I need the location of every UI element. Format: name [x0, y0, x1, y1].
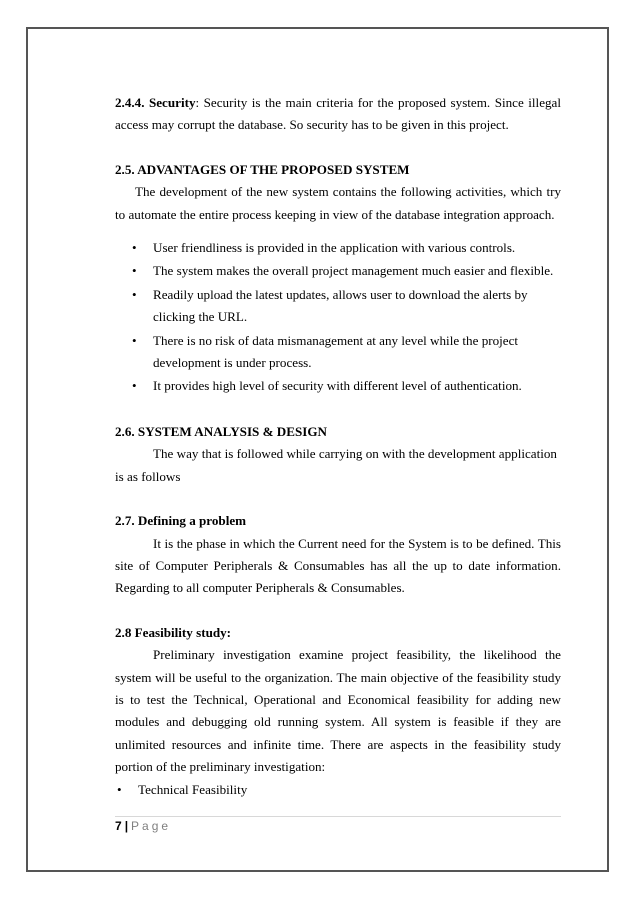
page-number: 7 — [115, 819, 122, 833]
footer-separator: | — [124, 819, 129, 833]
page-footer — [115, 819, 171, 833]
list-item: • The system makes the overall project management much easier and flexible. — [115, 260, 561, 282]
footer-divider — [115, 816, 561, 817]
security-paragraph — [115, 92, 561, 137]
bullet-icon: • — [132, 263, 137, 279]
list-item: • There is no risk of data mismanagement at any level while the project development is under process. — [115, 330, 561, 375]
bullet-icon: • — [132, 332, 137, 348]
problem-text: It is the phase in which the Current need for the System is to be defined. This site of Computer Peripherals & Consumables has all the up to date information. Regarding to all computer Peripherals & Consumables. — [115, 535, 561, 596]
page-word: Page — [131, 819, 172, 833]
problem-heading: 2.7. Defining a problem — [115, 513, 247, 529]
analysis-heading: 2.6. SYSTEM ANALYSIS & DESIGN — [115, 423, 327, 439]
feasibility-text: Preliminary investigation examine project feasibility, the likelihood the system will be useful to the organization. The main objective of the feasibility study is to test the Technical, Operational and Economical feasibility for adding new modules and debugging old running system. All system is feasible if they are unlimited resources and infinite time. There are aspects in the feasibility study portion of the preliminary investigation: — [115, 647, 561, 775]
document-body — [115, 92, 561, 801]
list-item: • User friendliness is provided in the application with various controls. — [115, 237, 561, 259]
bullet-icon: • — [117, 781, 122, 797]
advantages-intro: The development of the new system contains the following activities, which try to automate the entire process keeping in view of the database integration approach. — [115, 184, 561, 222]
security-text: : Security is the main criteria for the proposed system. Since illegal access may corrupt the database. So security has to be given in this project. — [115, 95, 562, 133]
list-item: • Readily upload the latest updates, allows user to download the alerts by clicking the URL. — [115, 284, 561, 329]
analysis-text: The way that is followed while carrying on with the development application is as follows — [115, 446, 557, 484]
bullet-icon: • — [132, 378, 137, 394]
list-item: • Technical Feasibility — [115, 779, 561, 801]
feasibility-list — [115, 779, 561, 801]
advantages-heading: 2.5. ADVANTAGES OF THE PROPOSED SYSTEM — [115, 161, 410, 177]
bullet-icon: • — [132, 240, 137, 256]
feasibility-heading: 2.8 Feasibility study: — [115, 624, 232, 640]
security-heading: 2.4.4. Security — [115, 95, 196, 110]
list-item: • It provides high level of security with different level of authentication. — [115, 375, 561, 397]
bullet-icon: • — [132, 286, 137, 302]
advantages-list — [115, 237, 561, 398]
